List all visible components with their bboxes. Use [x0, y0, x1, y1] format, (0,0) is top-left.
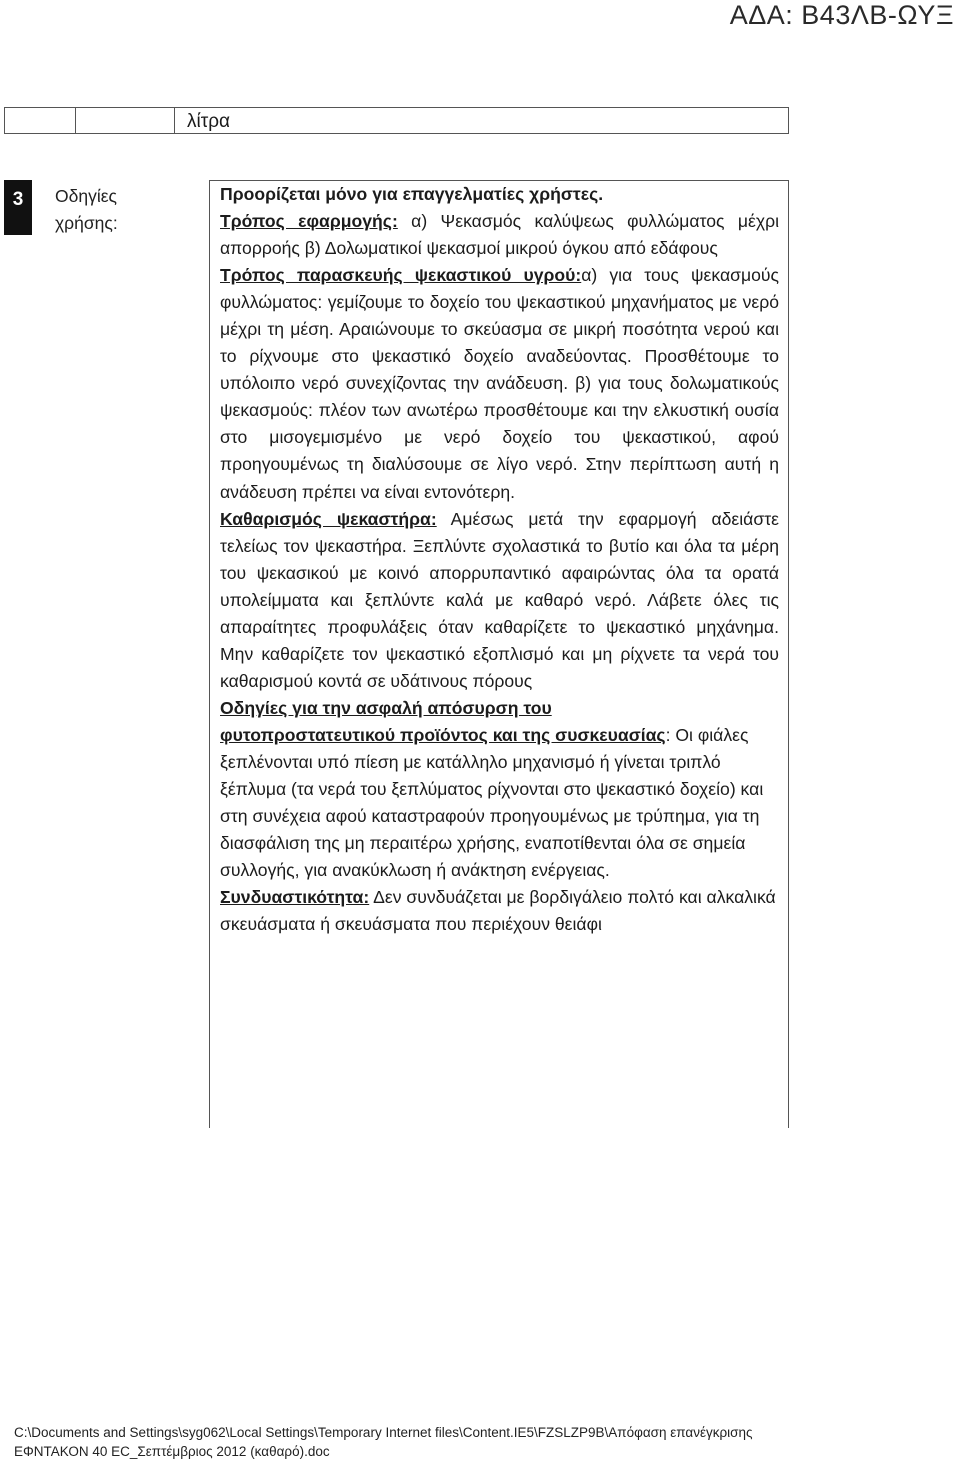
application-method-text: α) Ψεκασμός καλύψεως φυλλώματος μέχρι απορροής β) Δολωματικοί ψεκασμοί μικρού όγκου από εδάφους	[220, 211, 779, 259]
application-method	[220, 208, 779, 262]
sprayer-cleaning-text: Αμέσως μετά την εφαρμογή αδειάστε τελείως τον ψεκαστήρα. Ξεπλύντε σχολαστικά το βυτίο και όλα τα μέρη του ψεκασικού με κοινό απορρυπαντικό αφαιρώντας όλα τα ορατά υπολείμματα και ξεπλύντε καλά με καθαρό νερό. Λάβετε όλες τις απαραίτητες προφυλάξεις όταν καθαρίζετε το ψεκαστικό μηχάνημα. Μην καθαρίζετε τον ψεκαστικό εξοπλισμό και μη ρίχνετε τα νερά του καθαρισμού κοντά σε υδάτινους πόρους	[220, 508, 780, 691]
sprayer-cleaning	[220, 506, 779, 695]
file-path-footer	[14, 1423, 753, 1461]
preparation-method-text: α) για τους ψεκασμούς φυλλώματος: γεμίζουμε το δοχείο του ψεκαστικού μηχανήματος με νερό μέχρι τη μέση. Αραιώνουμε το σκεύασμα σε μικρή ποσότητα νερού και το ρίχνουμε στο ψεκαστικό δοχείο αναδεύοντας. Προσθέτουμε το υπόλοιπο νερό συνεχίζοντας την ανάδευση. β) για τους δολωματικούς ψεκασμούς: πλέον των ανωτέρω προσθέτουμε και την ελκυστική ουσία στο μισογεμισμένο με νερό δοχείο του ψεκαστικού, αφού προηγουμένως τη διαλύσουμε σε λίγο νερό. Στην περίπτωση αυτή η ανάδευση πρέπει να είναι εντονότερη.	[220, 265, 779, 502]
compatibility	[220, 884, 779, 938]
preparation-method-heading: Τρόπος παρασκευής ψεκαστικού υγρού:	[220, 265, 582, 286]
section-label-line-2: χρήσης:	[55, 213, 118, 233]
top-table-cell-2	[76, 108, 175, 133]
instructions-content	[220, 181, 779, 938]
footer-line-2: ΕΦΝΤΑΚΟΝ 40 EC_Σεπτέμβριος 2012 (καθαρό).doc	[14, 1444, 330, 1459]
safe-disposal-text: : Οι φιάλες ξεπλένονται υπό πίεση με κατάλληλο μηχανισμό ή γίνεται τριπλό ξέπλυμα (τα νερά του ξεπλύματος ρίχνονται στο ψεκαστικό δοχείο) και στη συνέχεια αφού καταστραφούν προηγουμένως με τρύπημα, για τη διασφάλιση της μη περαιτέρω χρήσης, εναποτίθενται όλα σε σημεία συλλογής, για ανακύκλωση ή ανάκτηση ενέργειας.	[220, 724, 764, 881]
section-label-line-1: Οδηγίες	[55, 186, 117, 206]
safe-disposal	[220, 695, 779, 884]
top-table-cell-3: λίτρα	[187, 111, 231, 132]
top-table-row	[4, 107, 789, 134]
section-label	[55, 183, 118, 237]
compatibility-heading: Συνδυαστικότητα:	[220, 887, 370, 908]
professional-use-note: Προορίζεται μόνο για επαγγελματίες χρήστες.	[220, 184, 604, 204]
compatibility-text: Δεν συνδυάζεται με βορδιγάλειο πολτό και αλκαλικά σκευάσματα ή σκευάσματα που περιέχουν θειάφι	[220, 887, 776, 935]
preparation-method	[220, 262, 779, 505]
application-method-heading: Τρόπος εφαρμογής:	[220, 211, 398, 232]
top-table-cell-1	[5, 108, 76, 133]
safe-disposal-heading-line-2: φυτοπροστατευτικού προϊόντος και της συσκευασίας	[220, 724, 666, 745]
footer-line-1: C:\Documents and Settings\syg062\Local Settings\Temporary Internet files\Content.IE5\FZSLZP9B\Απόφαση επανέγκρισης	[14, 1425, 753, 1440]
safe-disposal-heading-line-1: Οδηγίες για την ασφαλή απόσυρση του	[220, 697, 552, 718]
sprayer-cleaning-heading: Καθαρισμός ψεκαστήρα:	[220, 508, 437, 529]
ada-code: ΑΔΑ: Β43ΛΒ-ΩΥΞ	[729, 0, 954, 30]
section-number: 3	[4, 180, 32, 235]
